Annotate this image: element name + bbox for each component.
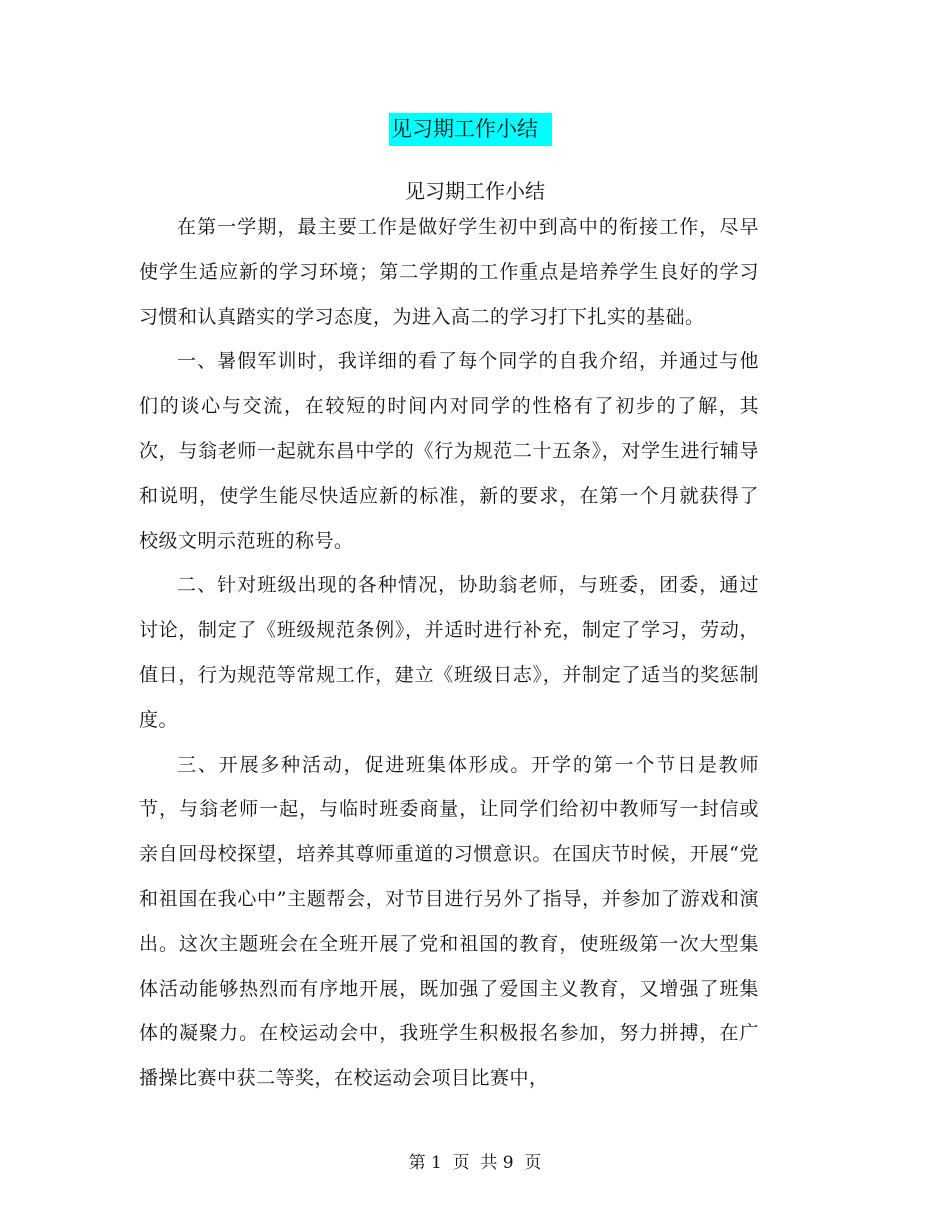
document-subtitle: 见习期工作小结 bbox=[405, 179, 545, 203]
paragraph-section-2: 二、针对班级出现的各种情况，协助翁老师，与班委，团委，通过讨论，制定了《班级规范条例》，并适时进行补充，制定了学习，劳动，值日，行为规范等常规工作，建立《班级日志》，并制定了适当的奖惩制度。 bbox=[139, 574, 759, 731]
paragraph-section-1: 一、暑假军训时，我详细的看了每个同学的自我介绍，并通过与他们的谈心与交流，在较短的时间内对同学的性格有了初步的了解，其次，与翁老师一起就东昌中学的《行为规范二十五条》，对学生进行辅导和说明，使学生能尽快适应新的标准，新的要求，在第一个月就获得了校级文明示范班的称号。 bbox=[139, 350, 759, 552]
paragraph-intro: 在第一学期，最主要工作是做好学生初中到高中的衔接工作，尽早使学生适应新的学习环境；第二学期的工作重点是培养学生良好的学习习惯和认真踏实的学习态度，为进入高二的学习打下扎实的基础。 bbox=[139, 216, 759, 328]
document-body bbox=[139, 205, 759, 1101]
page-footer bbox=[0, 1150, 950, 1176]
page-number-label: 第 1 页 共 9 页 bbox=[408, 1153, 542, 1173]
paragraph-section-3: 三、开展多种活动，促进班集体形成。开学的第一个节日是教师节，与翁老师一起，与临时班委商量，让同学们给初中教师写一封信或亲自回母校探望，培养其尊师重道的习惯意识。在国庆节时候，开展“党和祖国在我心中”主题帮会，对节目进行另外了指导，并参加了游戏和演出。这次主题班会在全班开展了党和祖国的教育，使班级第一次大型集体活动能够热烈而有序地开展，既加强了爱国主义教育，又增强了班集体的凝聚力。在校运动会中，我班学生积极报名参加，努力拼搏，在广播操比赛中获二等奖，在校运动会项目比赛中， bbox=[139, 753, 759, 1090]
highlighted-title: 见习期工作小结 bbox=[389, 113, 552, 146]
